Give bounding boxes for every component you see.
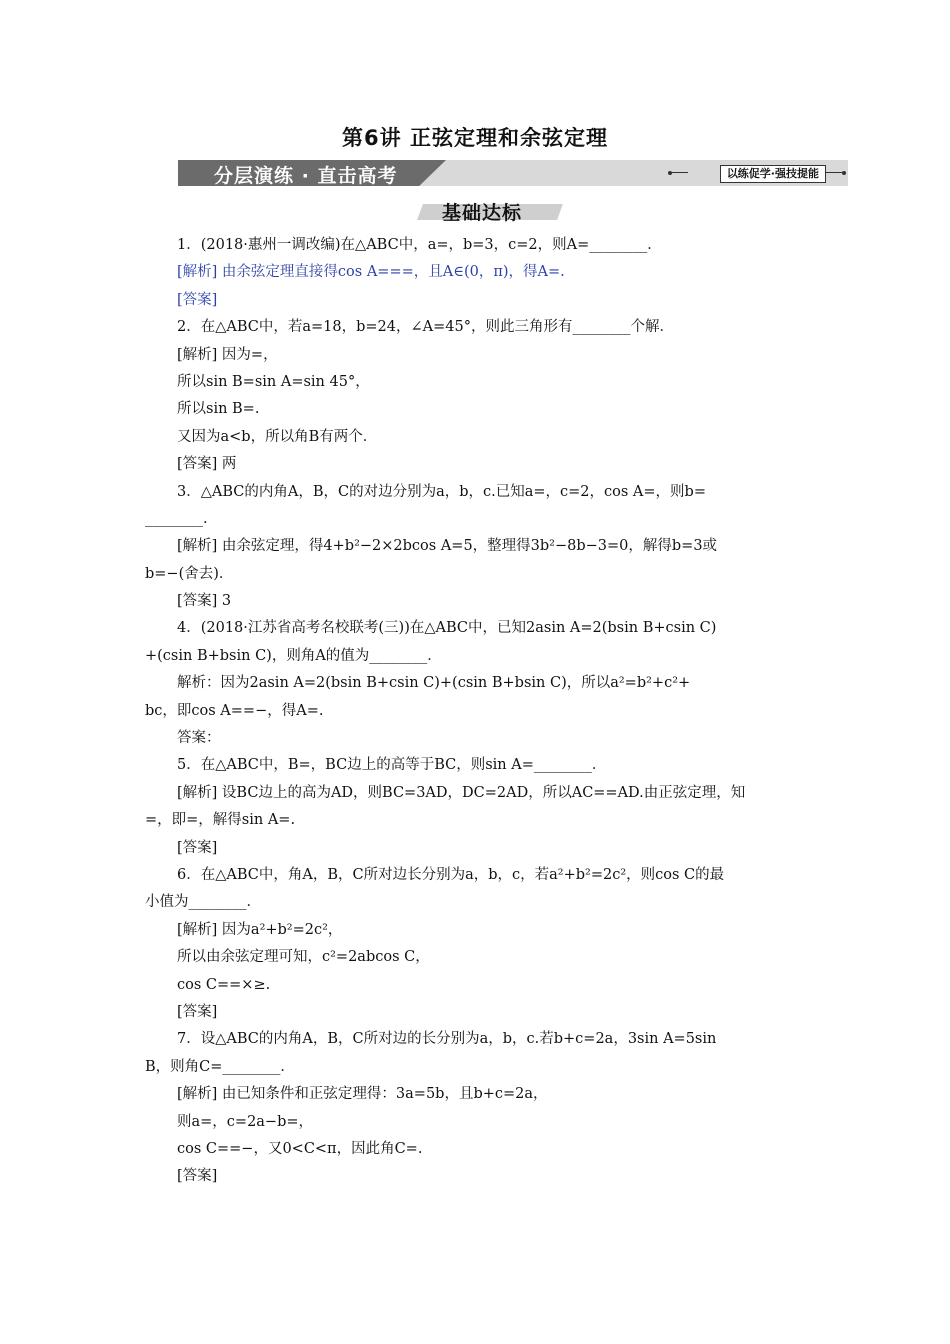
text-line: 4．(2018·江苏省高考名校联考(三))在△ABC中，已知2asin A=2(bsin B+csin C): [177, 620, 717, 637]
text-line: [答案]: [177, 291, 218, 308]
text-line: 6．在△ABC中，角A，B，C所对边长分别为a，b，c，若a²+b²=2c²，则cos C的最: [177, 866, 725, 883]
text-line: [答案] 3: [177, 593, 232, 610]
text-line: [解析] 由已知条件和正弦定理得：3a=5b，且b+c=2a，: [177, 1086, 548, 1103]
section-banner: [178, 160, 848, 186]
text-line: 5．在△ABC中，B=，BC边上的高等于BC，则sin A=________．: [177, 757, 607, 774]
text-line: [答案]: [177, 1168, 218, 1185]
text-line: [答案] 两: [177, 456, 237, 473]
text-line: 所以sin B=.: [177, 401, 260, 418]
text-line: 7．设△ABC的内角A，B，C所对边的长分别为a，b，c.若b+c=2a，3sin A=5sin: [177, 1031, 717, 1048]
section-heading: [420, 198, 560, 222]
text-line: 所以sin B=sin A=sin 45°，: [177, 373, 370, 390]
banner-right-label: 以练促学·强技提能: [720, 165, 826, 183]
text-line: 又因为a<b，所以角B有两个．: [177, 428, 378, 445]
text-line: ________.: [145, 510, 208, 527]
text-line: bc，即cos A==−，得A=.: [145, 702, 324, 719]
text-line: 2．在△ABC中，若a=18，b=24，∠A=45°，则此三角形有________个解．: [177, 319, 674, 336]
page-title: 第6讲 正弦定理和余弦定理: [342, 126, 608, 150]
text-line: [答案]: [177, 839, 218, 856]
text-line: [解析] 因为=，: [177, 346, 278, 363]
text-line: b=−(舍去)．: [145, 565, 234, 582]
banner-left-label: 分层演练 · 直击高考: [214, 165, 398, 187]
section-heading-label: 基础达标: [442, 202, 523, 224]
text-line: 答案：: [177, 730, 221, 747]
text-line: cos C==−，又0<C<π，因此角C=.: [177, 1140, 423, 1157]
text-line: 解析：因为2asin A=2(bsin B+csin C)+(csin B+bsin C)，所以a²=b²+c²+: [177, 675, 691, 692]
banner-decor-line-right: [826, 172, 842, 173]
text-line: [解析] 由余弦定理，得4+b²−2×2bcos A=5，整理得3b²−8b−3=0，解得b=3或: [177, 538, 718, 555]
text-line: [解析] 设BC边上的高为AD，则BC=3AD，DC=2AD，所以AC==AD.由正弦定理，知: [177, 784, 746, 801]
text-line: 1．(2018·惠州一调改编)在△ABC中，a=，b=3，c=2，则A=________．: [177, 237, 662, 253]
banner-decor-dot-right: [842, 171, 846, 175]
text-line: [解析] 由余弦定理直接得cos A===，且A∈(0，π)，得A=.: [177, 264, 565, 281]
text-line: 小值为________．: [145, 894, 261, 911]
text-line: [解析] 因为a²+b²=2c²，: [177, 921, 343, 938]
text-line: 3．△ABC的内角A，B，C的对边分别为a，b，c.已知a=，c=2，cos A=，则b=: [177, 483, 706, 500]
text-line: [答案]: [177, 1003, 218, 1020]
banner-decor-dot-left: [668, 171, 672, 175]
text-line: 则a=，c=2a−b=，: [177, 1113, 314, 1130]
banner-decor-line-left: [672, 172, 688, 173]
text-line: =，即=，解得sin A=.: [145, 812, 296, 829]
problem-list: [145, 232, 810, 1191]
text-line: 所以由余弦定理可知，c²=2abcos C，: [177, 949, 430, 966]
text-line: +(csin B+bsin C)，则角A的值为________．: [145, 647, 442, 664]
text-line: B，则角C=________．: [145, 1058, 295, 1075]
text-line: cos C==×≥.: [177, 976, 271, 993]
